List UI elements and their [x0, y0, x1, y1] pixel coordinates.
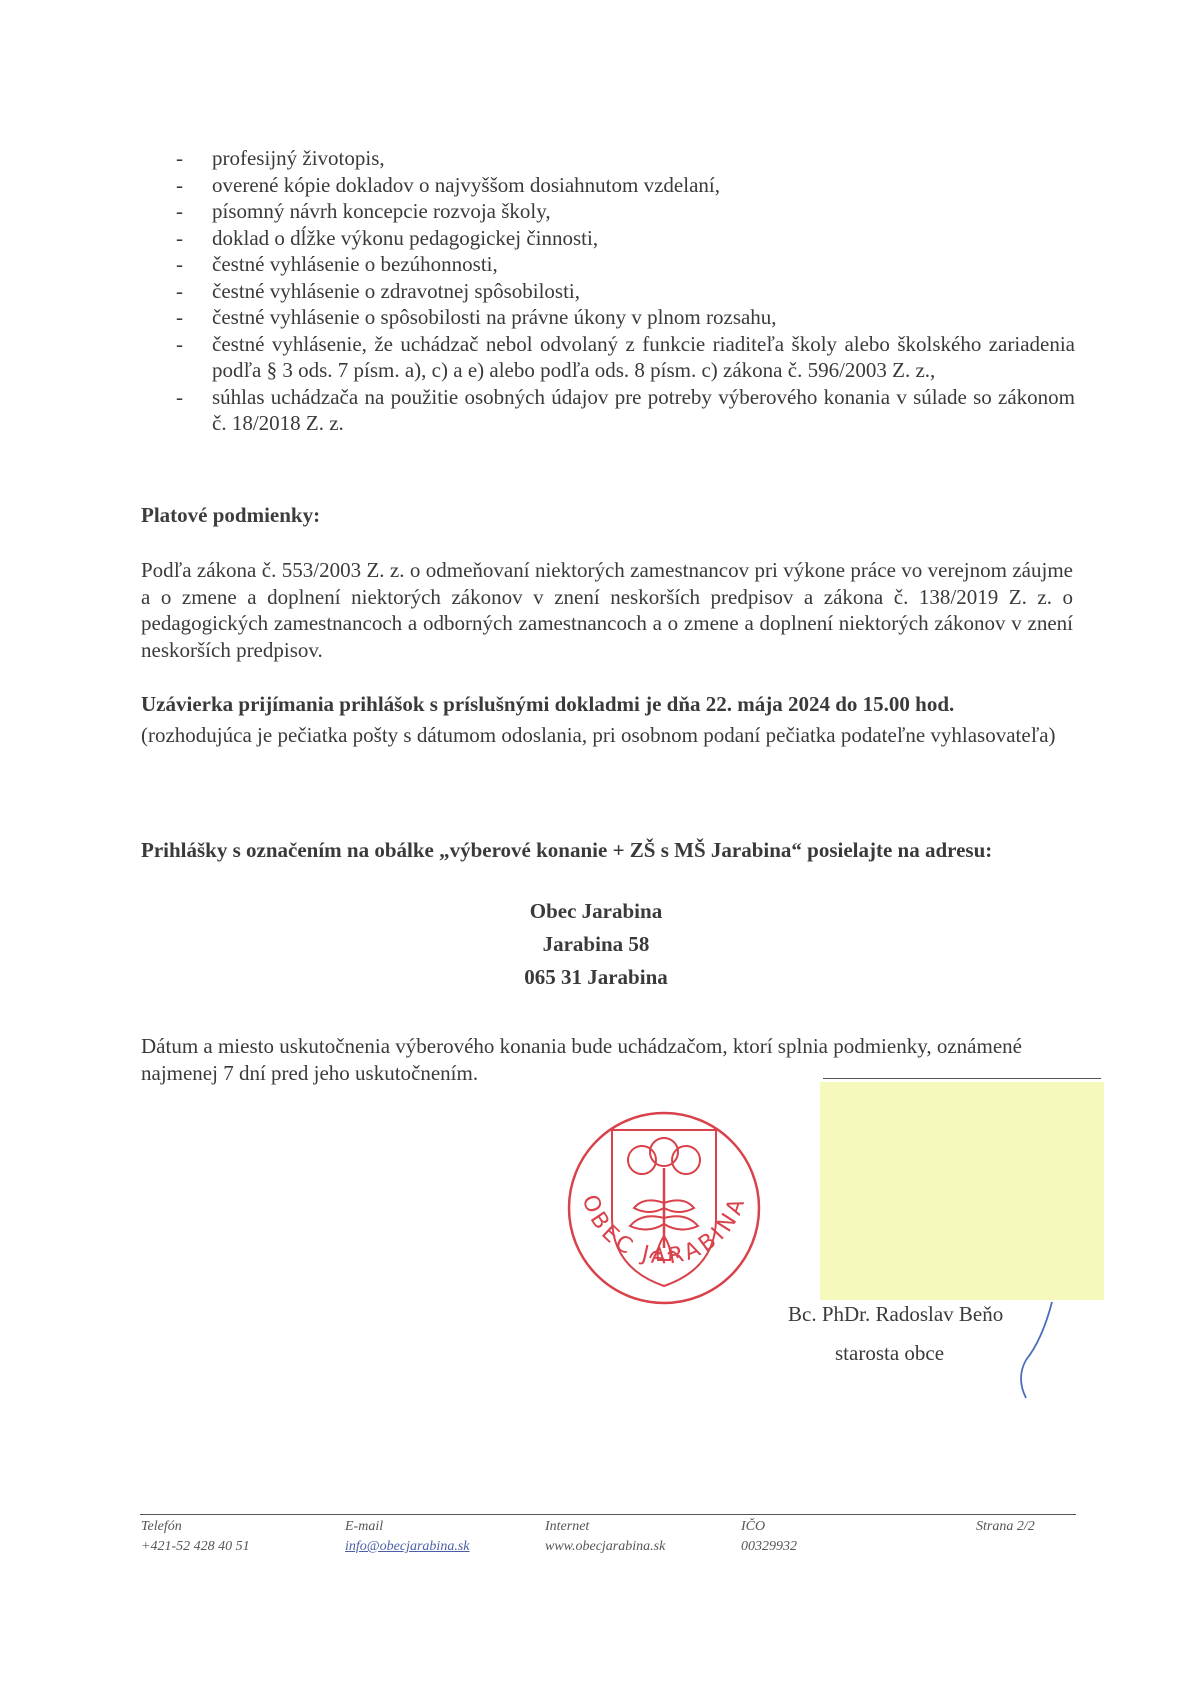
list-item: - čestné vyhlásenie, že uchádzač nebol odvolaný z funkcie riaditeľa školy alebo školského zariadenia podľa § 3 ods. 7 písm. a), c) a e) alebo podľa ods. 8 písm. c) zákona č. 596/2003 Z. z.,	[176, 331, 1075, 382]
footer-label: Telefón	[141, 1519, 182, 1534]
footer-phone	[141, 1517, 250, 1557]
stamp-text: OBEC JARABINA	[576, 1191, 752, 1270]
signatory-name: Bc. PhDr. Radoslav Beňo	[788, 1302, 1004, 1326]
address-line: 065 31 Jarabina	[524, 965, 668, 989]
requirement-text: doklad o dĺžke výkonu pedagogickej činnosti,	[212, 225, 599, 250]
footer-web	[545, 1517, 665, 1557]
requirement-text: písomný návrh koncepcie rozvoja školy,	[212, 199, 551, 223]
deadline-note: (rozhodujúca je pečiatka pošty s dátumom odoslania, pri osobnom podaní pečiatka podateľne vyhlasovateľa)	[141, 723, 1056, 747]
envelope-instruction: Prihlášky s označením na obálke „výberové konanie + ZŠ s MŠ Jarabina“ posielajte na adresu:	[141, 838, 993, 862]
signatory-role: starosta obce	[835, 1341, 945, 1365]
signature-stroke	[1012, 1300, 1062, 1400]
footer-ico	[741, 1517, 797, 1557]
requirement-text: čestné vyhlásenie o zdravotnej spôsobilosti,	[212, 278, 581, 303]
footer-label: IČO	[741, 1519, 766, 1534]
requirement-text: čestné vyhlásenie o spôsobilosti na právne úkony v plnom rozsahu,	[212, 305, 777, 329]
leaf-icon	[664, 1200, 694, 1212]
date-place-paragraph: Dátum a miesto uskutočnenia výberového konania bude uchádzačom, ktorí splnia podmienky, oznámené najmenej 7 dní pred jeho uskutočnením.	[141, 1034, 1022, 1085]
email-link[interactable]: info@obecjarabina.sk	[345, 1539, 470, 1554]
footer-label: Internet	[545, 1519, 590, 1534]
web-link[interactable]: www.obecjarabina.sk	[545, 1539, 666, 1554]
sticky-note-overlay	[820, 1082, 1104, 1300]
footer-divider	[140, 1514, 1076, 1515]
list-item: - overené kópie dokladov o najvyššom dosiahnutom vzdelaní,	[176, 172, 720, 197]
leaf-icon	[664, 1216, 698, 1229]
footer-email	[345, 1517, 469, 1557]
salary-heading: Platové podmienky:	[141, 503, 321, 527]
page-number: Strana 2/2	[976, 1519, 1035, 1534]
leaf-icon	[630, 1216, 664, 1229]
official-stamp	[564, 1108, 764, 1308]
address-line: Jarabina 58	[542, 932, 650, 956]
list-item: - čestné vyhlásenie o zdravotnej spôsobilosti,	[176, 278, 581, 303]
list-item: - písomný návrh koncepcie rozvoja školy,	[176, 199, 551, 223]
list-item: - profesijný životopis,	[176, 146, 385, 170]
list-item: - súhlas uchádzača na použitie osobných údajov pre potreby výberového konania v súlade so zákonom č. 18/2018 Z. z.	[176, 384, 1075, 435]
leaf-icon	[634, 1200, 664, 1212]
salary-paragraph: Podľa zákona č. 553/2003 Z. z. o odmeňovaní niektorých zamestnancov pri výkone práce vo verejnom záujme a o zmene a doplnení niektorých zákonov v znení neskorších predpisov a zákona č. 138/2019 Z. z. o pedagogických zamestnancoch a odborných zamestnancoch a o zmene a doplnení niektorých zákonov v znení neskorších predpisov.	[141, 558, 1073, 662]
deadline-text: Uzávierka prijímania prihlášok s príslušnými dokladmi je dňa 22. mája 2024 do 15.00 hod.	[141, 692, 955, 716]
requirement-text: profesijný životopis,	[212, 146, 385, 170]
requirement-text: overené kópie dokladov o najvyššom dosiahnutom vzdelaní,	[212, 172, 720, 197]
footer-value: 00329932	[741, 1539, 797, 1554]
requirement-text: súhlas uchádzača na použitie osobných údajov pre potreby výberového konania v súlade so zákonom č. 18/2018 Z. z.	[212, 384, 1075, 435]
list-item: - čestné vyhlásenie o bezúhonnosti,	[176, 252, 498, 276]
requirements-list	[140, 145, 1075, 437]
list-item: - doklad o dĺžke výkonu pedagogickej činnosti,	[176, 225, 599, 250]
list-item: - čestné vyhlásenie o spôsobilosti na právne úkony v plnom rozsahu,	[176, 305, 777, 329]
footer-label: E-mail	[345, 1519, 384, 1534]
requirement-text: čestné vyhlásenie, že uchádzač nebol odvolaný z funkcie riaditeľa školy alebo školského zariadenia podľa § 3 ods. 7 písm. a), c) a e) alebo podľa ods. 8 písm. c) zákona č. 596/2003 Z. z.,	[212, 331, 1075, 382]
footer-value: +421-52 428 40 51	[141, 1539, 250, 1554]
requirement-text: čestné vyhlásenie o bezúhonnosti,	[212, 252, 498, 276]
address-line: Obec Jarabina	[529, 899, 663, 923]
signature-line	[823, 1078, 1101, 1079]
